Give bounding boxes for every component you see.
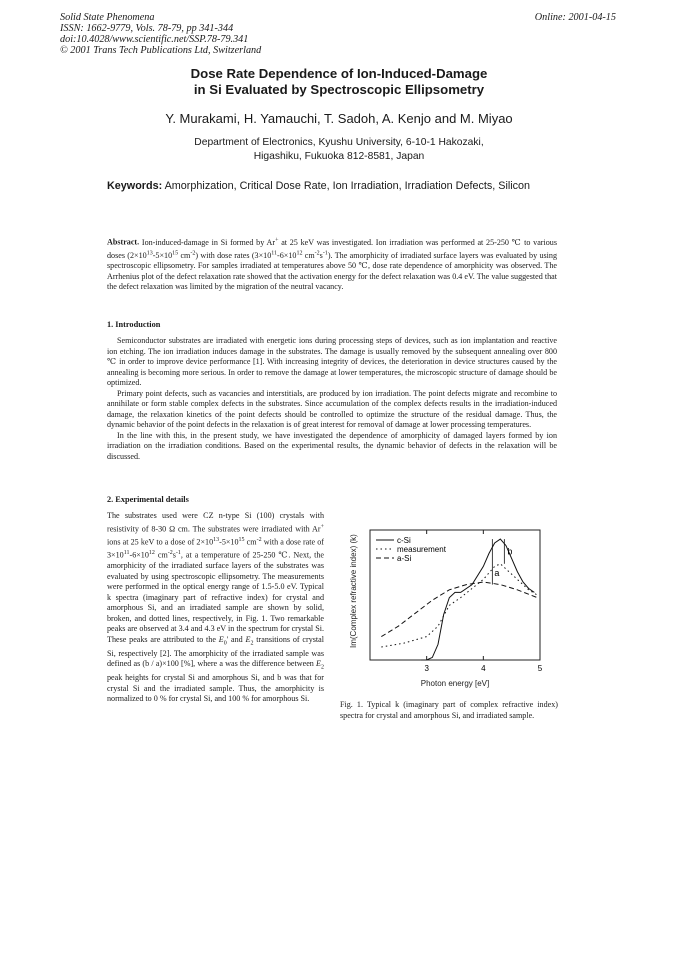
title-line-2: in Si Evaluated by Spectroscopic Ellipsometry — [193, 82, 485, 97]
introduction-body — [107, 336, 557, 462]
legend-label-2: a-Si — [397, 554, 412, 563]
intro-paragraph-1: Semiconductor substrates are irradiated with energetic ions during processing steps of devices, such as ion implantation and reactive ion etching. The ion irradiation induces damage in the substrates. The damage is usually removed by the subsequent annealing over 800 ℃ in order to improve device performance [1]. With increasing integrity of devices, the deterioration in device structures caused by the annealing is becoming more serious. In order to remove the damage at lower temperatures, the microscopic structure of damage should be optimized. — [107, 336, 557, 387]
doi-line: doi:10.4028/www.scientific.net/SSP.78-79.341 — [60, 34, 249, 45]
authors: Y. Murakami, H. Yamauchi, T. Sadoh, A. Kenjo and M. Miyao — [165, 111, 513, 126]
section-heading-introduction: 1. Introduction — [107, 320, 161, 329]
x-axis-label: Photon energy [eV] — [420, 679, 490, 688]
series-line-measurement — [381, 564, 537, 647]
marker-a: a — [494, 567, 500, 578]
x-tick-label-3: 3 — [424, 664, 429, 673]
affiliation — [120, 136, 558, 164]
affiliation-line-1: Department of Electronics, Kyushu University, 6-10-1 Hakozaki, — [194, 137, 484, 148]
experimental-body: The substrates used were CZ n-type Si (100) crystals with resistivity of 8-30 Ω cm. The substrates were irradiated with Ar+ ions at 25 keV to a dose of $2\times 10^{13}-5\times 10^{15}$ $cm^{-2}$ with a dose rate of $3\times 10^{11}-6\times 10^{12}$ $cm^{-2}s^{-1}$, at a temperature of 25-250 ℃. Next, the amorphicity of the irradiated surface layers of the substrates was evaluated by using spectroscopic ellipsometry. The measurements were performed in the optical energy range of 1.5-5.0 eV. Typical k spectra (imaginary part of refractive index) for crystal and amorphous Si, and an irradiated sample are shown by solid, broken, and dotted lines, respectively, in Fig. 1. Two remarkable peaks are observed at 3.4 and 4.3 eV in the spectrum for crystal Si. These peaks are attributed to the $E_0'$ and $E_2$ transitions of crystal Si, respectively [2]. The amorphicity of the irradiated sample was defined as (b / a)×100 [%], where a was the difference between $E_2$ peak heights for crystal Si and amorphous Si, and b was that for crystal Si and the irradiated sample. Thus, the amorphicity is normalized to 0 % for crystal Si, and 100 % for amorphous Si. — [107, 511, 325, 704]
plot-frame — [370, 530, 540, 660]
copyright-line: © 2001 Trans Tech Publications Ltd, Switzerland — [60, 45, 262, 56]
series-line-a-si — [381, 582, 537, 637]
y-axis-label: Im(Complex refractive index) (k) — [349, 534, 358, 648]
intro-paragraph-3: In the line with this, in the present study, we have investigated the dependence of amorphicity of damaged layers formed by ion irradiation on the irradiation conditions. Based on the experimental results, the dynamic behavior of defects in the relaxation will be discussed. — [107, 430, 557, 461]
affiliation-line-2: Higashiku, Fukuoka 812-8581, Japan — [253, 151, 425, 162]
keywords-text: Amorphization, Critical Dose Rate, Ion Irradiation, Irradiation Defects, Silicon — [164, 180, 531, 192]
x-tick-label-4: 4 — [481, 664, 486, 673]
keywords-label: Keywords: — [107, 180, 163, 192]
journal-header — [60, 12, 261, 56]
issn-line: ISSN: 1662-9779, Vols. 78-79, pp 341-344 — [60, 23, 234, 34]
legend-label-1: measurement — [397, 545, 446, 554]
paper-title — [100, 66, 578, 98]
series-line-c-si — [421, 539, 534, 660]
section-heading-experimental: 2. Experimental details — [107, 495, 189, 504]
figure-1 — [340, 526, 558, 694]
online-date: Online: 2001-04-15 — [534, 12, 616, 23]
keywords — [107, 180, 577, 192]
intro-paragraph-2: Primary point defects, such as vacancies and interstitials, are produced by ion irradiation. The point defects migrate and recombine to annihilate or form stable complex defects in the substrates. Since accumulation of the complex defects results in the irradiation-induced damage, the relaxation kinetics of the point defects should be controlled to optimize the structure of the residual damage. Thus, the dynamic behavior of the point defects in the relaxation is of great interest for removal of damage at lower processing temperatures. — [107, 388, 557, 429]
k-spectra-chart — [340, 526, 558, 694]
figure-caption: Fig. 1. Typical k (imaginary part of complex refractive index) spectra for crystal and amorphous Si, and irradiated sample. — [340, 700, 558, 720]
legend-label-0: c-Si — [397, 536, 411, 545]
x-tick-label-5: 5 — [537, 664, 543, 673]
title-line-1: Dose Rate Dependence of Ion-Induced-Damage — [190, 66, 488, 81]
abstract-text: Ion-induced-damage in Si formed by Ar+ at 25 keV was investigated. Ion irradiation was performed at 25-250 ℃ to various doses ($2\times 10^{13}-5\times 10^{15}$ $cm^{-2}$) with dose rates ($3\times 10^{11}-6\times 10^{12}$ $cm^{-2}s^{-1}$). The amorphicity of irradiated surface layers was evaluated by using spectroscopic ellipsometry. For samples irradiated at temperatures above 50 ℃, dose rate dependence of amorphicity was observed. The Arrhenius plot of the defect relaxation rate showed that the activation energy for the defect relaxation was 0.4 eV. The value suggested that the defect relaxation was limited by the migration of the neutral vacancy. — [107, 237, 557, 292]
abstract — [107, 235, 557, 293]
journal-name: Solid State Phenomena — [60, 12, 155, 23]
marker-b: b — [507, 546, 513, 557]
abstract-label: Abstract. — [107, 237, 140, 247]
